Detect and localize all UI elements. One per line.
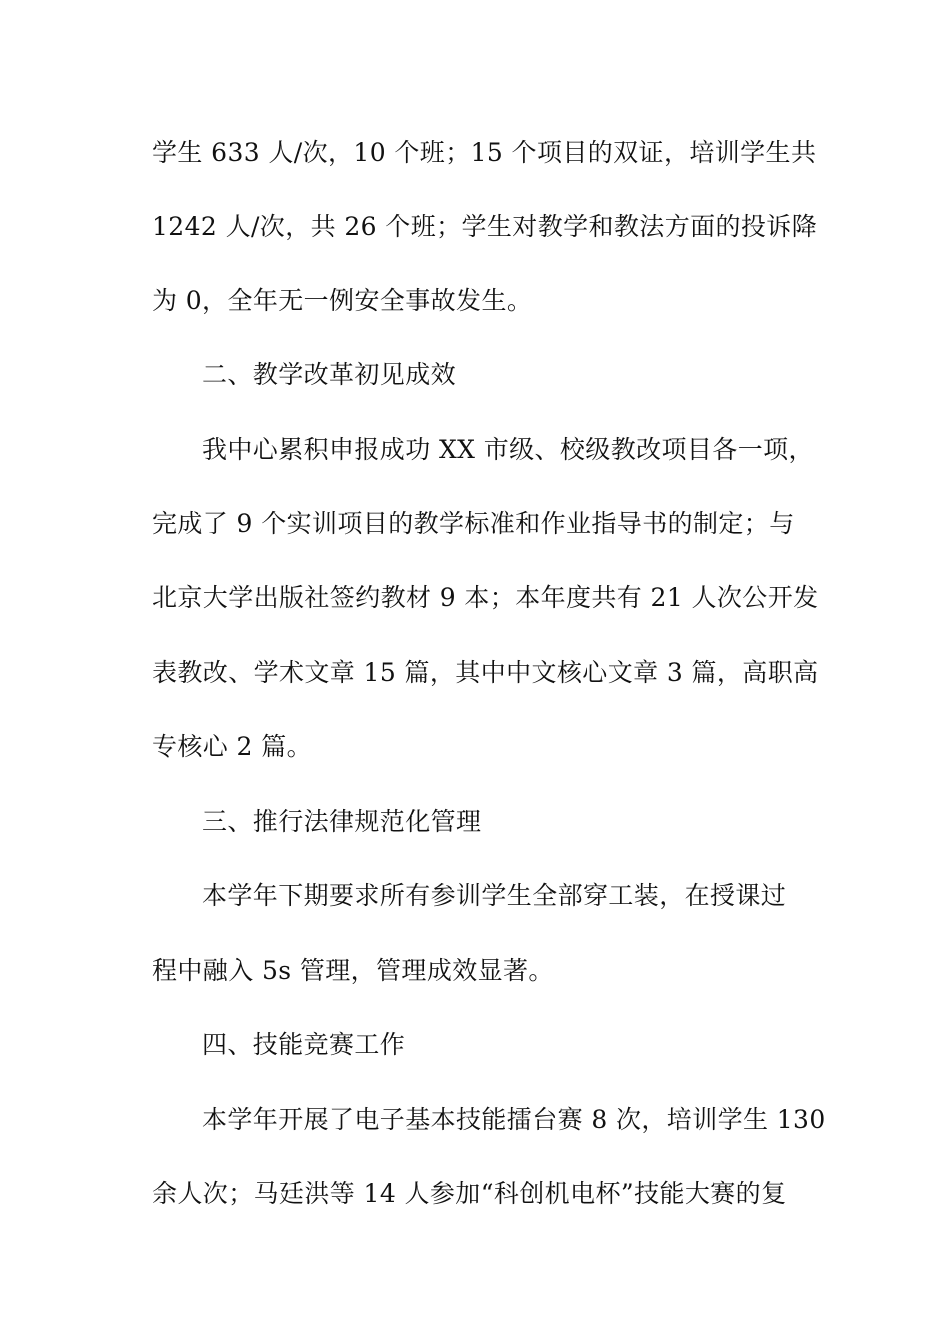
paragraph-line: 本学年开展了电子基本技能擂台赛 8 次，培训学生 130 (202, 1105, 826, 1134)
section-heading: 三、推行法律规范化管理 (202, 807, 482, 836)
paragraph-line: 学生 633 人/次，10 个班；15 个项目的双证，培训学生共 (152, 138, 817, 167)
paragraph-line: 本学年下期要求所有参训学生全部穿工装，在授课过 (202, 881, 787, 910)
paragraph-line: 北京大学出版社签约教材 9 本；本年度共有 21 人次公开发 (152, 583, 819, 612)
paragraph-line: 我中心累积申报成功 XX 市级、校级教改项目各一项， (202, 435, 814, 464)
paragraph-line: 表教改、学术文章 15 篇，其中中文核心文章 3 篇，高职高 (152, 658, 819, 687)
paragraph-line: 余人次；马廷洪等 14 人参加“科创机电杯”技能大赛的复 (152, 1179, 787, 1208)
section-heading: 二、教学改革初见成效 (202, 360, 457, 389)
paragraph-line: 为 0，全年无一例安全事故发生。 (152, 286, 533, 315)
paragraph-line: 1242 人/次，共 26 个班；学生对教学和教法方面的投诉降 (152, 212, 818, 241)
section-heading: 四、技能竞赛工作 (202, 1030, 406, 1059)
paragraph-line: 程中融入 5s 管理，管理成效显著。 (152, 956, 554, 985)
paragraph-line: 专核心 2 篇。 (152, 732, 312, 761)
paragraph-line: 完成了 9 个实训项目的教学标准和作业指导书的制定；与 (152, 509, 795, 538)
